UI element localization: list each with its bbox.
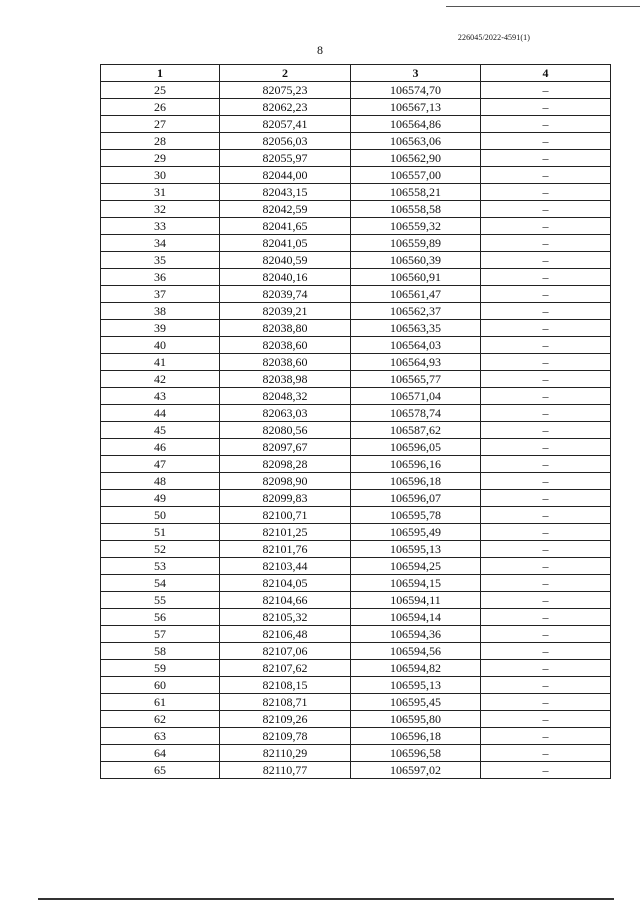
table-cell-col2: 82108,15 [220,677,351,694]
table-cell-col3: 106597,02 [351,762,481,779]
table-row [101,252,611,269]
table-cell-col1: 25 [101,82,220,99]
table-cell-col2: 82104,05 [220,575,351,592]
table-cell-col1: 39 [101,320,220,337]
table-cell-col2: 82104,66 [220,592,351,609]
table-cell-col3: 106574,70 [351,82,481,99]
table-header-row [101,65,611,82]
table-row [101,541,611,558]
table-cell-col4: – [481,82,611,99]
page-number: 8 [317,43,323,57]
table-cell-col1: 62 [101,711,220,728]
table-cell-col2: 82039,74 [220,286,351,303]
table-cell-col3: 106562,37 [351,303,481,320]
table-cell-col2: 82038,98 [220,371,351,388]
table-cell-col3: 106587,62 [351,422,481,439]
table-cell-col4: – [481,116,611,133]
table-cell-col4: – [481,201,611,218]
table-cell-col1: 37 [101,286,220,303]
table-cell-col2: 82101,25 [220,524,351,541]
column-header-3: 3 [351,65,481,82]
table-cell-col2: 82043,15 [220,184,351,201]
table-cell-col4: – [481,694,611,711]
column-header-1: 1 [101,65,220,82]
table-cell-col2: 82056,03 [220,133,351,150]
table-cell-col3: 106563,06 [351,133,481,150]
table-cell-col1: 59 [101,660,220,677]
table-cell-col2: 82055,97 [220,150,351,167]
table-cell-col4: – [481,507,611,524]
table-cell-col3: 106595,13 [351,677,481,694]
table-row [101,218,611,235]
table-row [101,609,611,626]
table-body [101,82,611,779]
table-cell-col4: – [481,473,611,490]
table-cell-col3: 106596,18 [351,728,481,745]
table-cell-col2: 82106,48 [220,626,351,643]
table-row [101,728,611,745]
table-row [101,626,611,643]
table-cell-col1: 45 [101,422,220,439]
table-cell-col4: – [481,456,611,473]
table-cell-col3: 106562,90 [351,150,481,167]
table-cell-col3: 106571,04 [351,388,481,405]
table-cell-col4: – [481,320,611,337]
table-cell-col4: – [481,541,611,558]
table-cell-col1: 44 [101,405,220,422]
table-cell-col4: – [481,252,611,269]
table-cell-col4: – [481,405,611,422]
table-cell-col1: 56 [101,609,220,626]
table-cell-col4: – [481,269,611,286]
table-cell-col2: 82041,05 [220,235,351,252]
table-cell-col4: – [481,711,611,728]
table-cell-col4: – [481,422,611,439]
table-cell-col3: 106596,07 [351,490,481,507]
table-row [101,269,611,286]
table-row [101,150,611,167]
table-cell-col2: 82040,59 [220,252,351,269]
table-row [101,167,611,184]
table-cell-col2: 82100,71 [220,507,351,524]
table-cell-col1: 35 [101,252,220,269]
table-row [101,558,611,575]
table-cell-col3: 106558,58 [351,201,481,218]
table-cell-col1: 53 [101,558,220,575]
table-cell-col1: 42 [101,371,220,388]
table-cell-col2: 82048,32 [220,388,351,405]
table-cell-col3: 106594,14 [351,609,481,626]
table-row [101,320,611,337]
table-row [101,286,611,303]
table-cell-col3: 106557,00 [351,167,481,184]
table-cell-col4: – [481,609,611,626]
table-row [101,575,611,592]
table-cell-col3: 106594,11 [351,592,481,609]
table-cell-col2: 82103,44 [220,558,351,575]
table-row [101,337,611,354]
table-cell-col1: 58 [101,643,220,660]
table-cell-col1: 54 [101,575,220,592]
table-cell-col4: – [481,371,611,388]
table-cell-col1: 47 [101,456,220,473]
table-row [101,201,611,218]
table-cell-col2: 82105,32 [220,609,351,626]
table-cell-col1: 32 [101,201,220,218]
table-cell-col4: – [481,575,611,592]
table-row [101,694,611,711]
table-cell-col3: 106596,58 [351,745,481,762]
table-cell-col1: 48 [101,473,220,490]
table-cell-col2: 82040,16 [220,269,351,286]
table-cell-col3: 106565,77 [351,371,481,388]
table-cell-col4: – [481,388,611,405]
table-cell-col4: – [481,303,611,320]
table-row [101,711,611,728]
table-cell-col3: 106564,03 [351,337,481,354]
table-cell-col1: 49 [101,490,220,507]
table-row [101,99,611,116]
table-cell-col4: – [481,235,611,252]
table-cell-col1: 64 [101,745,220,762]
table-cell-col1: 61 [101,694,220,711]
table-cell-col2: 82038,60 [220,337,351,354]
table-cell-col4: – [481,99,611,116]
table-cell-col1: 38 [101,303,220,320]
table-row [101,184,611,201]
table-cell-col1: 55 [101,592,220,609]
table-cell-col3: 106595,13 [351,541,481,558]
table-row [101,133,611,150]
table-row [101,405,611,422]
table-row [101,439,611,456]
table-cell-col4: – [481,524,611,541]
table-cell-col3: 106596,18 [351,473,481,490]
table-cell-col4: – [481,439,611,456]
table-cell-col3: 106560,91 [351,269,481,286]
table-cell-col3: 106595,80 [351,711,481,728]
table-cell-col2: 82062,23 [220,99,351,116]
table-cell-col2: 82107,62 [220,660,351,677]
table-cell-col2: 82097,67 [220,439,351,456]
table-cell-col1: 34 [101,235,220,252]
table-cell-col3: 106558,21 [351,184,481,201]
table-cell-col3: 106564,86 [351,116,481,133]
table-cell-col2: 82039,21 [220,303,351,320]
table-cell-col1: 28 [101,133,220,150]
table-cell-col3: 106594,25 [351,558,481,575]
table-cell-col1: 40 [101,337,220,354]
table-cell-col1: 52 [101,541,220,558]
table-cell-col4: – [481,558,611,575]
column-header-4: 4 [481,65,611,82]
table-cell-col4: – [481,150,611,167]
table-cell-col3: 106567,13 [351,99,481,116]
table-cell-col3: 106594,36 [351,626,481,643]
table-cell-col1: 50 [101,507,220,524]
table-cell-col3: 106595,49 [351,524,481,541]
table-row [101,643,611,660]
table-cell-col4: – [481,626,611,643]
table-row [101,507,611,524]
table-cell-col4: – [481,337,611,354]
table-cell-col3: 106594,56 [351,643,481,660]
table-cell-col4: – [481,184,611,201]
table-cell-col1: 57 [101,626,220,643]
table-cell-col1: 51 [101,524,220,541]
table-cell-col1: 63 [101,728,220,745]
table-cell-col2: 82110,77 [220,762,351,779]
table-cell-col2: 82108,71 [220,694,351,711]
table-row [101,371,611,388]
table-row [101,235,611,252]
table-cell-col4: – [481,286,611,303]
table-cell-col1: 43 [101,388,220,405]
table-cell-col3: 106564,93 [351,354,481,371]
table-cell-col2: 82075,23 [220,82,351,99]
table-row [101,354,611,371]
table-cell-col3: 106595,78 [351,507,481,524]
table-cell-col2: 82098,90 [220,473,351,490]
table-cell-col1: 65 [101,762,220,779]
document-number: 226045/2022-4591(1) [457,33,530,42]
table-cell-col3: 106563,35 [351,320,481,337]
table-cell-col2: 82038,80 [220,320,351,337]
table-cell-col1: 46 [101,439,220,456]
table-row [101,456,611,473]
table-cell-col4: – [481,592,611,609]
table-cell-col4: – [481,167,611,184]
table-cell-col3: 106596,05 [351,439,481,456]
table-cell-col3: 106559,89 [351,235,481,252]
table-cell-col2: 82044,00 [220,167,351,184]
table-cell-col2: 82101,76 [220,541,351,558]
table-cell-col1: 26 [101,99,220,116]
column-header-2: 2 [220,65,351,82]
table-cell-col3: 106594,15 [351,575,481,592]
table-cell-col4: – [481,218,611,235]
table-cell-col4: – [481,354,611,371]
table-row [101,745,611,762]
table-cell-col1: 33 [101,218,220,235]
table-cell-col4: – [481,762,611,779]
table-row [101,82,611,99]
table-cell-col4: – [481,643,611,660]
table-cell-col1: 60 [101,677,220,694]
table-row [101,303,611,320]
table-cell-col2: 82038,60 [220,354,351,371]
table-row [101,490,611,507]
table-cell-col1: 30 [101,167,220,184]
table-cell-col2: 82098,28 [220,456,351,473]
table-cell-col1: 27 [101,116,220,133]
table-cell-col1: 41 [101,354,220,371]
table-cell-col3: 106595,45 [351,694,481,711]
table-cell-col3: 106578,74 [351,405,481,422]
bottom-rule [38,898,614,900]
table-row [101,592,611,609]
table-cell-col4: – [481,745,611,762]
table-cell-col2: 82041,65 [220,218,351,235]
top-rule [446,6,640,7]
table-cell-col4: – [481,133,611,150]
table-row [101,524,611,541]
table-cell-col4: – [481,677,611,694]
table-cell-col3: 106559,32 [351,218,481,235]
table-cell-col2: 82057,41 [220,116,351,133]
table-cell-col1: 31 [101,184,220,201]
table-cell-col2: 82080,56 [220,422,351,439]
table-row [101,388,611,405]
table-row [101,116,611,133]
table-row [101,422,611,439]
table-cell-col2: 82109,26 [220,711,351,728]
table-row [101,473,611,490]
table-cell-col3: 106560,39 [351,252,481,269]
table-row [101,660,611,677]
table-cell-col2: 82107,06 [220,643,351,660]
coordinates-table [100,64,611,779]
table-cell-col3: 106596,16 [351,456,481,473]
table-cell-col4: – [481,490,611,507]
table-cell-col2: 82063,03 [220,405,351,422]
table-cell-col4: – [481,728,611,745]
table-cell-col3: 106594,82 [351,660,481,677]
table-cell-col1: 36 [101,269,220,286]
table-cell-col1: 29 [101,150,220,167]
table-row [101,677,611,694]
table-row [101,762,611,779]
table-cell-col3: 106561,47 [351,286,481,303]
table-cell-col4: – [481,660,611,677]
table-cell-col2: 82042,59 [220,201,351,218]
table-cell-col2: 82099,83 [220,490,351,507]
table-cell-col2: 82110,29 [220,745,351,762]
table-cell-col2: 82109,78 [220,728,351,745]
